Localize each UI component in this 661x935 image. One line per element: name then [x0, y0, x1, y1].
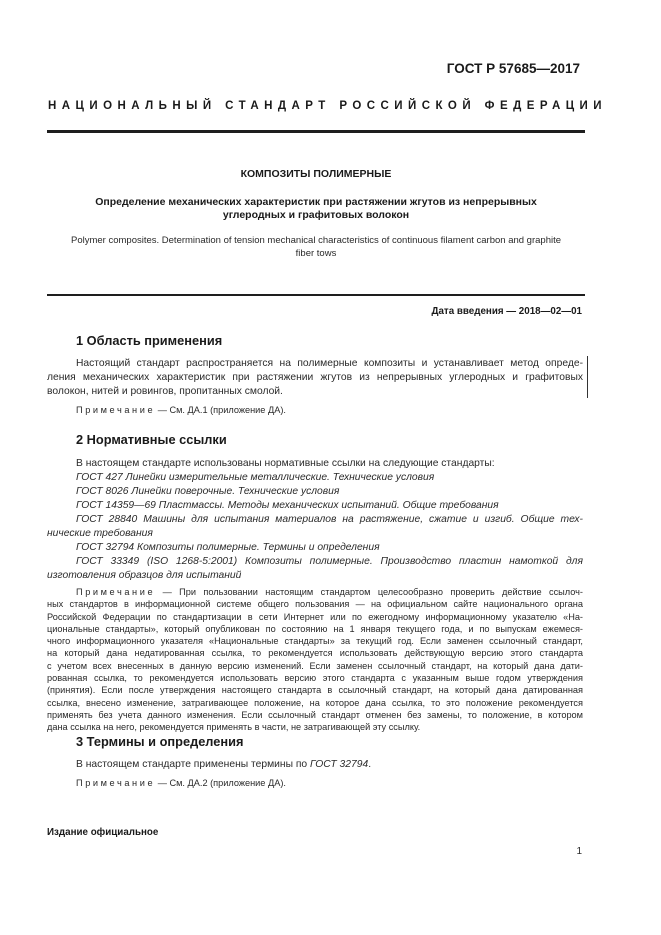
note-text: — См. ДА.1 (приложение ДА).: [155, 405, 286, 415]
note-line: [47, 586, 583, 598]
reference-gost-32794-inline: ГОСТ 32794: [310, 759, 369, 770]
note-line: ссылка, внесено изменение, затрагивающее положение, на которое дана ссылка, то это положение рекомендуется: [47, 697, 583, 708]
english-title: [70, 235, 562, 260]
paragraph-line: Настоящий стандарт распространяется на полимерные композиты и устанавливает метод опреде-: [76, 358, 583, 369]
reference-gost-427: ГОСТ 427 Линейки измерительные металлические. Технические условия: [76, 472, 435, 483]
note-line: циональные стандарты», который опубликован по состоянию на 1 января текущего года, и по выпускам ежемеся-: [47, 623, 583, 634]
paragraph-text: В настоящем стандарте применены термины по: [76, 759, 311, 770]
reference-gost-14359: ГОСТ 14359—69 Пластмассы. Методы механических испытаний. Общие требования: [76, 500, 499, 511]
note-line: на который дана недатированная ссылка, то рекомендуется использовать действующую версию этого стандарта: [47, 648, 583, 659]
reference-gost-33349-cont: изготовления образцов для испытаний: [47, 570, 242, 581]
subtitle-line: Определение механических характеристик при растяжении жгутов из непрерывных: [95, 196, 537, 208]
document-title: КОМПОЗИТЫ ПОЛИМЕРНЫЕ: [240, 168, 392, 180]
note-line: Российской Федерации по стандартизации в сети Интернет или по ежегодному информационному указателю «На-: [47, 611, 583, 622]
subtitle-line: углеродных и графитовых волокон: [222, 209, 410, 221]
title-divider: [47, 294, 585, 296]
note-line: применять без учета данного изменения. Если ссылочный стандарт отменен без замены, то положение, в котором: [47, 709, 583, 720]
national-standard-heading: НАЦИОНАЛЬНЫЙ СТАНДАРТ РОССИЙСКОЙ ФЕДЕРАЦИИ: [48, 100, 607, 112]
note-line: дана ссылка на него, рекомендуется применять в части, не затрагивающей эту ссылку.: [47, 722, 421, 733]
document-subtitle: [70, 196, 562, 222]
section-1-note: [76, 403, 612, 417]
reference-gost-28840: ГОСТ 28840 Машины для испытания материалов на растяжение, сжатие и изгиб. Общие тех-: [76, 514, 583, 525]
section-3-paragraph: [76, 758, 612, 772]
english-title-line: fiber tows: [295, 247, 337, 259]
reference-gost-33349: ГОСТ 33349 (ISO 1268-5:2001) Композиты полимерные. Производство пластин намоткой для: [76, 556, 583, 567]
section-2-heading: 2 Нормативные ссылки: [76, 432, 227, 447]
paragraph-line: В настоящем стандарте использованы нормативные ссылки на следующие стандарты:: [76, 458, 495, 469]
page-number: 1: [576, 846, 582, 857]
reference-gost-32794: ГОСТ 32794 Композиты полимерные. Термины и определения: [76, 542, 380, 553]
note-line: с учетом всех внесенных в данную версию изменений. Если заменен ссылочный стандарт, на который дана дати-: [47, 660, 583, 671]
note-line: (принятия). Если после утверждения настоящего стандарта в ссылочный стандарт, на который дана датированная: [47, 685, 583, 696]
note-label: Примечание: [76, 405, 156, 415]
official-edition-label: Издание официальное: [47, 827, 159, 838]
section-3-heading: 3 Термины и определения: [76, 734, 244, 749]
introduction-date: Дата введения — 2018—02—01: [431, 306, 582, 317]
section-2-note: [47, 586, 583, 734]
note-line: рованная ссылка, то рекомендуется использовать версию этого стандарта с указанным выше годом утверждения: [47, 673, 583, 684]
note-line: ных стандартов в информационной системе общего пользования — на официальном сайте национального органа: [47, 599, 583, 610]
note-line: чного информационного указателя «Национальные стандарты» за текущий год. Если заменен ссылочный стандарт,: [47, 636, 583, 647]
section-3-note: [76, 776, 612, 790]
paragraph-line: ления механических характеристик при растяжении жгутов из непрерывных углеродных и графитовых: [47, 372, 583, 383]
note-text: — См. ДА.2 (приложение ДА).: [155, 778, 286, 788]
note-label: Примечание: [76, 778, 156, 788]
reference-gost-8026: ГОСТ 8026 Линейки поверочные. Технические условия: [76, 486, 340, 497]
reference-gost-28840-cont: нические требования: [47, 528, 153, 539]
standard-number: ГОСТ Р 57685—2017: [446, 61, 580, 76]
note-label: Примечание: [76, 587, 156, 597]
section-1-heading: 1 Область применения: [76, 333, 223, 348]
change-bar: [587, 356, 588, 398]
paragraph-line: волокон, нитей и ровингов, пропитанных смолой.: [47, 386, 283, 397]
english-title-line: Polymer composites. Determination of tension mechanical characteristics of continuous filament carbon and graphite: [70, 235, 562, 246]
header-divider: [47, 130, 585, 133]
paragraph-text-end: .: [368, 759, 372, 770]
note-text: — При пользовании настоящим стандартом целесообразно проверить действие ссылоч-: [155, 587, 583, 597]
